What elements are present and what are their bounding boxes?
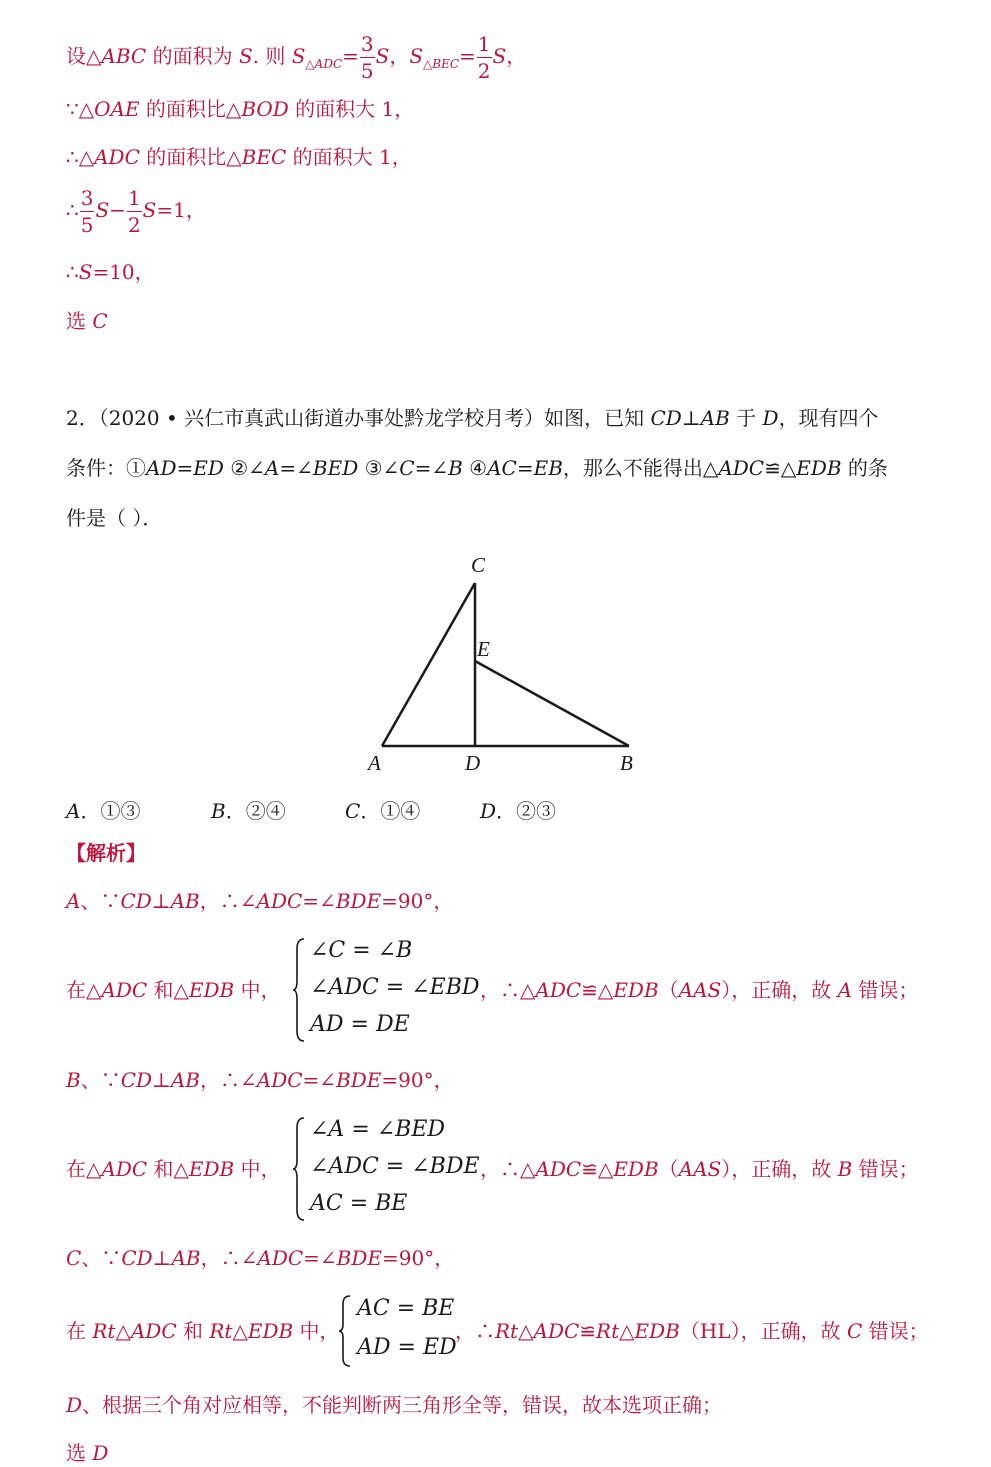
label-d: D [465,751,481,775]
fraction-one-half: $\frac{1}{2}$ [127,186,141,237]
label-e: E [477,637,490,661]
option-a[interactable]: A．①③ [66,799,141,823]
question-line-3: 件是（ ）． [66,506,163,530]
solution-line-result: ∴S=10， [66,260,155,284]
analysis-final-answer: 选 D [66,1441,109,1465]
option-d[interactable]: D．②③ [480,799,557,823]
analysis-b-line-2-pre: 在△ADC 和△EDB 中， [66,1157,281,1181]
equation-system-b: ∠A = ∠BED ∠ADC = ∠BDE AC = BE [310,1117,480,1216]
solution-line-area: 设△ABC 的面积为 S. 则 $S_{\triangle ADC}=$ $\frac{3}{5}$ S，$S_{\triangle BEC}=$ $\frac{1}{2}$ S， [66,32,527,83]
analysis-c-line-2-pre: 在 Rt△ADC 和 Rt△EDB 中， [66,1319,340,1343]
segment-ac [382,583,475,746]
analysis-a-line-1: A、∵CD⊥AB，∴∠ADC=∠BDE=90°， [66,889,454,913]
equation-system-a: ∠C = ∠B ∠ADC = ∠EBD AD = DE [310,938,480,1037]
option-c[interactable]: C．①④ [345,799,421,823]
label-b: B [620,751,633,775]
fraction-three-fifths: $\frac{3}{5}$ [80,186,94,237]
geometry-figure [355,545,655,785]
solution-line-answer: 选 C [66,309,108,333]
fraction-one-half: $\frac{1}{2}$ [477,32,491,83]
equation-system-c: AC = BE AD = ED [357,1296,457,1360]
solution-line-because: ∵△OAE 的面积比△BOD 的面积大 1， [66,97,415,121]
analysis-a-line-2-post: ，∴△ADC≌△EDB（AAS），正确，故 A 错误； [480,978,919,1002]
left-brace [338,1294,352,1368]
left-brace [292,937,306,1043]
label-c: C [471,553,486,577]
analysis-c-line-2-post: ，∴Rt△ADC≌Rt△EDB（HL），正确，故 C 错误； [455,1319,929,1343]
analysis-c-line-1: C、∵CD⊥AB，∴∠ADC=∠BDE=90°， [66,1246,455,1270]
analysis-b-line-2-post: ，∴△ADC≌△EDB（AAS），正确，故 B 错误； [480,1157,919,1181]
solution-line-therefore: ∴△ADC 的面积比△BEC 的面积大 1， [66,145,412,169]
analysis-a-line-2-pre: 在△ADC 和△EDB 中， [66,978,281,1002]
analysis-b-line-1: B、∵CD⊥AB，∴∠ADC=∠BDE=90°， [66,1068,454,1092]
analysis-d-line-1: D、根据三个角对应相等，不能判断两三角形全等，错误，故本选项正确； [66,1393,723,1417]
solution-line-equation: ∴ $\frac{3}{5}$ S− $\frac{1}{2}$ S=1， [66,186,206,237]
question-line-2: 条件：①AD=ED ②∠A=∠BED ③∠C=∠B ④AC=EB，那么不能得出△ADC≌△EDB 的条 [66,456,888,480]
analysis-header: 【解析】 [66,841,146,865]
option-b[interactable]: B．②④ [211,799,286,823]
question-line-1: 2．（2020 • 兴仁市真武山街道办事处黔龙学校月考）如图，已知 CD⊥AB 于 D，现有四个 [66,406,879,430]
fraction-three-fifths: $\frac{3}{5}$ [360,32,374,83]
label-a: A [368,751,381,775]
segment-eb [475,661,629,746]
left-brace [292,1116,306,1222]
